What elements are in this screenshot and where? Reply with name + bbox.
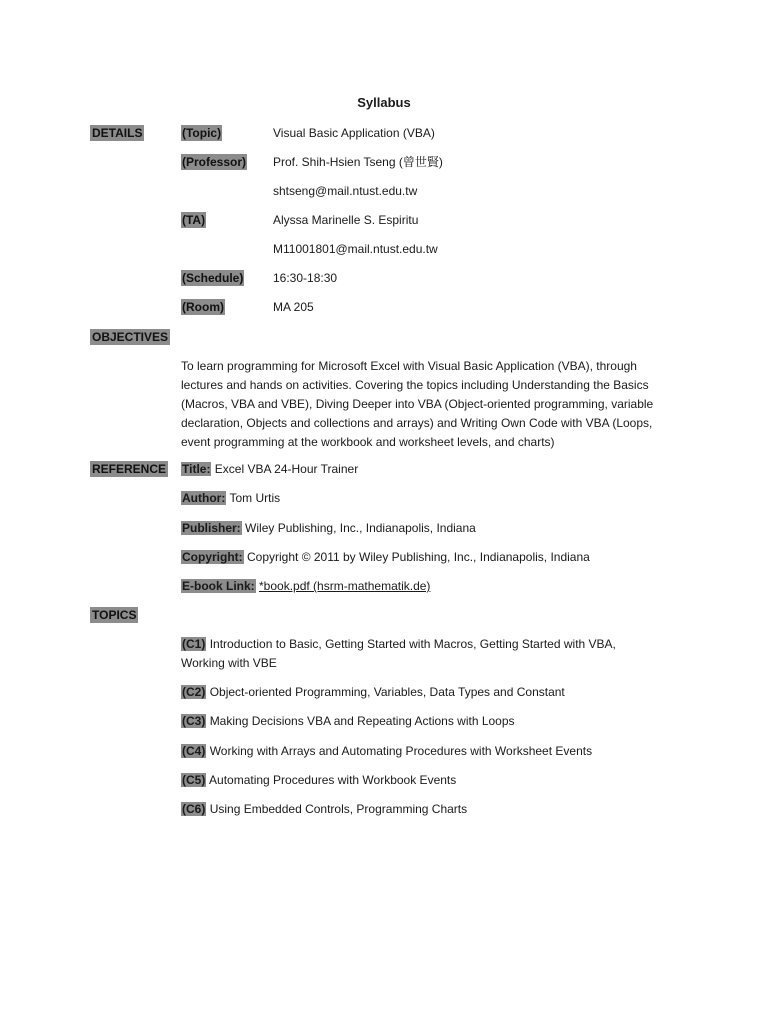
ebook-link[interactable]: *book.pdf (hsrm-mathematik.de) [259, 579, 431, 593]
reference-section-label: REFERENCE [92, 462, 167, 476]
professor-value: Prof. Shih-Hsien Tseng (曾世賢) [273, 155, 443, 169]
reference-title-label: Title: [182, 462, 211, 476]
topic-code: (C2) [182, 685, 206, 699]
reference-ebook-label: E-book Link: [182, 579, 255, 593]
ta-value: Alyssa Marinelle S. Espiritu [273, 213, 419, 227]
reference-publisher-label: Publisher: [182, 521, 241, 535]
objectives-section-label: OBJECTIVES [92, 330, 169, 344]
topic-item-c4 [181, 742, 651, 761]
reference-publisher-row [181, 520, 476, 536]
reference-author-label: Author: [182, 491, 226, 505]
professor-label: (Professor) [182, 155, 247, 169]
topic-code: (C5) [182, 773, 206, 787]
topic-item-c2 [181, 683, 651, 702]
topic-item-c5 [181, 771, 651, 790]
details-section-label: DETAILS [92, 126, 143, 140]
reference-copyright-row [181, 549, 590, 565]
reference-publisher-value: Wiley Publishing, Inc., Indianapolis, Indiana [245, 521, 476, 535]
professor-email: shtseng@mail.ntust.edu.tw [273, 184, 418, 198]
topic-item-c1 [181, 635, 651, 673]
reference-copyright-label: Copyright: [182, 550, 243, 564]
reference-copyright-value: Copyright © 2011 by Wiley Publishing, Inc., Indianapolis, Indiana [247, 550, 590, 564]
reference-title-value: Excel VBA 24-Hour Trainer [214, 462, 359, 476]
topic-code: (C1) [182, 637, 206, 651]
topic-code: (C4) [182, 744, 206, 758]
ta-label: (TA) [182, 213, 206, 227]
objectives-text: To learn programming for Microsoft Excel with Visual Basic Application (VBA), through lectures and hands on activities. Covering the topics including Understanding the Basics (Macros, VBA and VBE), Diving Deeper into VBA (Object-oriented programming, variable declaration, Objects and collections and arrays) and Writing Own Code with VBA (Loops, event programming at the workbook and worksheet levels, and charts) [181, 359, 654, 449]
topic-text: Working with Arrays and Automating Procedures with Worksheet Events [209, 744, 593, 758]
topic-text: Introduction to Basic, Getting Started with Macros, Getting Started with VBA, Working with VBE [181, 637, 616, 670]
schedule-label: (Schedule) [182, 271, 244, 285]
room-label: (Room) [182, 300, 224, 314]
topics-section-label: TOPICS [92, 608, 137, 622]
topic-item-c6 [181, 800, 651, 819]
topic-label: (Topic) [182, 126, 222, 140]
topic-code: (C3) [182, 714, 206, 728]
topic-text: Making Decisions VBA and Repeating Actions with Loops [209, 714, 515, 728]
topic-value: Visual Basic Application (VBA) [273, 126, 435, 140]
ta-email: M11001801@mail.ntust.edu.tw [273, 242, 438, 256]
reference-author-row [181, 490, 280, 506]
topic-item-c3 [181, 712, 651, 731]
topic-text: Automating Procedures with Workbook Events [209, 773, 457, 787]
topic-text: Using Embedded Controls, Programming Charts [209, 802, 468, 816]
topic-text: Object-oriented Programming, Variables, Data Types and Constant [209, 685, 565, 699]
reference-author-value: Tom Urtis [229, 491, 281, 505]
topic-code: (C6) [182, 802, 206, 816]
reference-ebook-row [181, 578, 430, 594]
page-title: Syllabus [357, 95, 411, 110]
schedule-value: 16:30-18:30 [273, 271, 338, 285]
reference-title-row [181, 461, 358, 477]
room-value: MA 205 [273, 300, 314, 314]
